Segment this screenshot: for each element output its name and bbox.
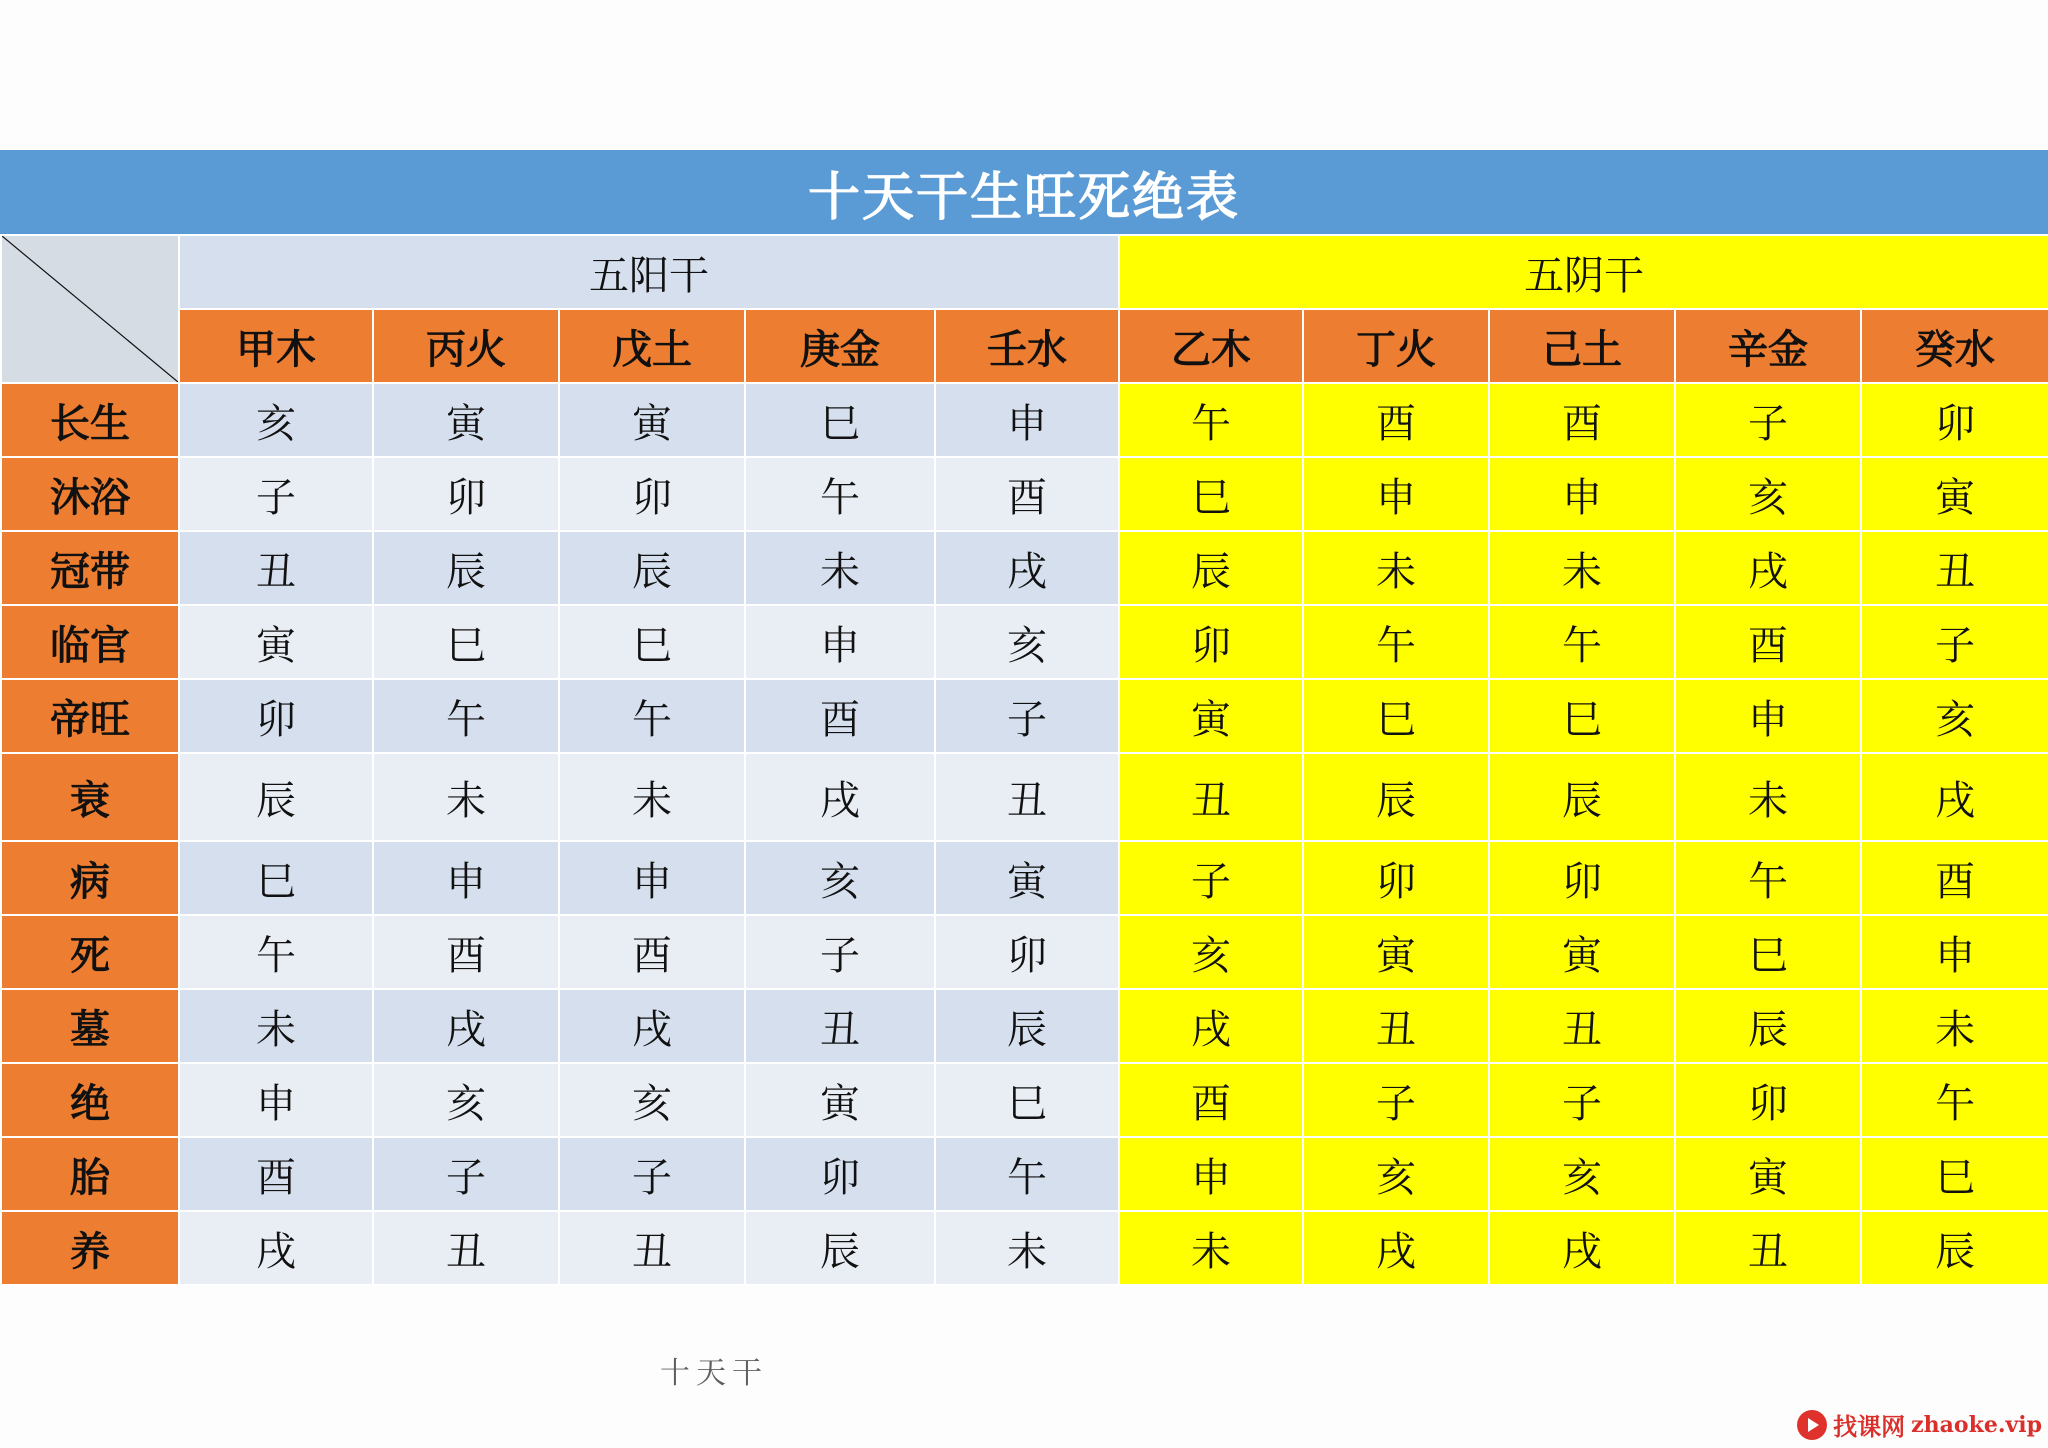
- branch-cell: 寅: [559, 383, 745, 457]
- table-row: [1, 457, 2048, 531]
- branch-cell: 卯: [1119, 605, 1303, 679]
- branch-cell: 卯: [559, 457, 745, 531]
- branch-cell: 未: [179, 989, 373, 1063]
- phase-label-cell: 病: [1, 841, 179, 915]
- branch-cell: 申: [1119, 1137, 1303, 1211]
- group-header-row: [1, 235, 2048, 309]
- yin-stems-header: 五阴干: [1119, 235, 2048, 309]
- branch-cell: 丑: [1303, 989, 1489, 1063]
- branch-cell: 未: [1675, 753, 1861, 841]
- branch-cell: 子: [559, 1137, 745, 1211]
- branch-cell: 巳: [935, 1063, 1119, 1137]
- branch-cell: 丑: [1119, 753, 1303, 841]
- branch-cell: 戌: [1861, 753, 2048, 841]
- branch-cell: 戌: [1119, 989, 1303, 1063]
- stem-header-cell: 辛金: [1675, 309, 1861, 383]
- yang-stems-header: 五阳干: [179, 235, 1119, 309]
- branch-cell: 未: [935, 1211, 1119, 1285]
- branch-cell: 卯: [373, 457, 559, 531]
- branch-cell: 酉: [745, 679, 935, 753]
- phase-label-cell: 墓: [1, 989, 179, 1063]
- table-row: [1, 605, 2048, 679]
- branch-cell: 丑: [935, 753, 1119, 841]
- table-row: [1, 383, 2048, 457]
- table-row: [1, 679, 2048, 753]
- branch-cell: 酉: [179, 1137, 373, 1211]
- table-row: [1, 1063, 2048, 1137]
- branch-cell: 巳: [1861, 1137, 2048, 1211]
- branch-cell: 酉: [373, 915, 559, 989]
- branch-cell: 辰: [1489, 753, 1675, 841]
- branch-cell: 子: [373, 1137, 559, 1211]
- play-logo-icon: [1797, 1410, 1827, 1440]
- branch-cell: 巳: [559, 605, 745, 679]
- stem-header-row: [1, 309, 2048, 383]
- branch-cell: 卯: [179, 679, 373, 753]
- branch-cell: 申: [1861, 915, 2048, 989]
- branch-cell: 酉: [1675, 605, 1861, 679]
- branch-cell: 巳: [373, 605, 559, 679]
- branch-cell: 子: [745, 915, 935, 989]
- branch-cell: 子: [179, 457, 373, 531]
- stem-header-cell: 戊土: [559, 309, 745, 383]
- branch-cell: 卯: [1675, 1063, 1861, 1137]
- branch-cell: 申: [745, 605, 935, 679]
- branch-cell: 午: [1119, 383, 1303, 457]
- branch-cell: 酉: [935, 457, 1119, 531]
- branch-cell: 丑: [1675, 1211, 1861, 1285]
- branch-cell: 寅: [1675, 1137, 1861, 1211]
- branch-cell: 亥: [373, 1063, 559, 1137]
- branch-cell: 丑: [179, 531, 373, 605]
- stem-header-cell: 丙火: [373, 309, 559, 383]
- branch-cell: 子: [1861, 605, 2048, 679]
- phase-label-cell: 胎: [1, 1137, 179, 1211]
- phase-label-cell: 绝: [1, 1063, 179, 1137]
- branch-cell: 申: [373, 841, 559, 915]
- branch-cell: 巳: [1303, 679, 1489, 753]
- table-row: [1, 841, 2048, 915]
- table-row: [1, 915, 2048, 989]
- branch-cell: 未: [373, 753, 559, 841]
- diagonal-line: [2, 236, 178, 382]
- stem-header-cell: 乙木: [1119, 309, 1303, 383]
- branch-cell: 戌: [1489, 1211, 1675, 1285]
- fortune-table: [0, 234, 2048, 1286]
- branch-cell: 未: [559, 753, 745, 841]
- corner-cell: [1, 235, 179, 383]
- branch-cell: 未: [745, 531, 935, 605]
- branch-cell: 子: [1675, 383, 1861, 457]
- stem-header-cell: 己土: [1489, 309, 1675, 383]
- branch-cell: 寅: [1119, 679, 1303, 753]
- table-row: [1, 989, 2048, 1063]
- branch-cell: 卯: [1489, 841, 1675, 915]
- branch-cell: 申: [1675, 679, 1861, 753]
- branch-cell: 午: [179, 915, 373, 989]
- branch-cell: 子: [1119, 841, 1303, 915]
- branch-cell: 亥: [745, 841, 935, 915]
- branch-cell: 辰: [559, 531, 745, 605]
- branch-cell: 酉: [559, 915, 745, 989]
- phase-label-cell: 沐浴: [1, 457, 179, 531]
- branch-cell: 亥: [1861, 679, 2048, 753]
- branch-cell: 寅: [1303, 915, 1489, 989]
- branch-cell: 卯: [935, 915, 1119, 989]
- branch-cell: 丑: [373, 1211, 559, 1285]
- branch-cell: 丑: [559, 1211, 745, 1285]
- branch-cell: 午: [559, 679, 745, 753]
- phase-label-cell: 帝旺: [1, 679, 179, 753]
- branch-cell: 子: [1489, 1063, 1675, 1137]
- branch-cell: 酉: [1861, 841, 2048, 915]
- branch-cell: 巳: [1675, 915, 1861, 989]
- branch-cell: 寅: [373, 383, 559, 457]
- branch-cell: 辰: [179, 753, 373, 841]
- phase-label-cell: 衰: [1, 753, 179, 841]
- table-row: [1, 1211, 2048, 1285]
- branch-cell: 申: [1489, 457, 1675, 531]
- phase-label-cell: 冠带: [1, 531, 179, 605]
- branch-cell: 亥: [179, 383, 373, 457]
- stem-header-cell: 丁火: [1303, 309, 1489, 383]
- branch-cell: 寅: [745, 1063, 935, 1137]
- branch-cell: 午: [373, 679, 559, 753]
- branch-cell: 寅: [1861, 457, 2048, 531]
- table-row: [1, 531, 2048, 605]
- branch-cell: 申: [179, 1063, 373, 1137]
- branch-cell: 午: [1675, 841, 1861, 915]
- phase-label-cell: 养: [1, 1211, 179, 1285]
- branch-cell: 卯: [745, 1137, 935, 1211]
- branch-cell: 子: [935, 679, 1119, 753]
- branch-cell: 未: [1489, 531, 1675, 605]
- branch-cell: 丑: [1861, 531, 2048, 605]
- branch-cell: 亥: [935, 605, 1119, 679]
- branch-cell: 戌: [1675, 531, 1861, 605]
- watermark-cn: 找课网: [1833, 1412, 1906, 1441]
- branch-cell: 戌: [745, 753, 935, 841]
- branch-cell: 亥: [1119, 915, 1303, 989]
- branch-cell: 亥: [559, 1063, 745, 1137]
- branch-cell: 午: [1303, 605, 1489, 679]
- footer-caption: 十天干: [660, 1356, 768, 1391]
- branch-cell: 亥: [1303, 1137, 1489, 1211]
- branch-cell: 戌: [1303, 1211, 1489, 1285]
- stem-header-cell: 庚金: [745, 309, 935, 383]
- branch-cell: 巳: [179, 841, 373, 915]
- branch-cell: 巳: [745, 383, 935, 457]
- branch-cell: 丑: [745, 989, 935, 1063]
- branch-cell: 午: [1489, 605, 1675, 679]
- table-body: [1, 383, 2048, 1285]
- branch-cell: 戌: [179, 1211, 373, 1285]
- watermark-en: zhaoke.vip: [1911, 1411, 2042, 1438]
- branch-cell: 寅: [935, 841, 1119, 915]
- branch-cell: 申: [559, 841, 745, 915]
- branch-cell: 亥: [1489, 1137, 1675, 1211]
- branch-cell: 午: [1861, 1063, 2048, 1137]
- table-title: 十天干生旺死绝表: [0, 150, 2048, 234]
- phase-label-cell: 临官: [1, 605, 179, 679]
- branch-cell: 辰: [745, 1211, 935, 1285]
- branch-cell: 申: [1303, 457, 1489, 531]
- branch-cell: 戌: [559, 989, 745, 1063]
- branch-cell: 巳: [1119, 457, 1303, 531]
- branch-cell: 寅: [1489, 915, 1675, 989]
- watermark: [1797, 1407, 2042, 1442]
- branch-cell: 午: [745, 457, 935, 531]
- branch-cell: 子: [1303, 1063, 1489, 1137]
- table-row: [1, 1137, 2048, 1211]
- phase-label-cell: 死: [1, 915, 179, 989]
- branch-cell: 丑: [1489, 989, 1675, 1063]
- table-row: [1, 753, 2048, 841]
- branch-cell: 未: [1119, 1211, 1303, 1285]
- branch-cell: 亥: [1675, 457, 1861, 531]
- branch-cell: 申: [935, 383, 1119, 457]
- branch-cell: 辰: [1675, 989, 1861, 1063]
- branch-cell: 辰: [1861, 1211, 2048, 1285]
- branch-cell: 卯: [1303, 841, 1489, 915]
- branch-cell: 午: [935, 1137, 1119, 1211]
- branch-cell: 辰: [1119, 531, 1303, 605]
- branch-cell: 辰: [373, 531, 559, 605]
- branch-cell: 辰: [1303, 753, 1489, 841]
- branch-cell: 酉: [1303, 383, 1489, 457]
- branch-cell: 巳: [1489, 679, 1675, 753]
- branch-cell: 戌: [935, 531, 1119, 605]
- branch-cell: 未: [1303, 531, 1489, 605]
- branch-cell: 未: [1861, 989, 2048, 1063]
- fortune-table-container: [0, 234, 2048, 1286]
- stem-header-cell: 癸水: [1861, 309, 2048, 383]
- phase-label-cell: 长生: [1, 383, 179, 457]
- branch-cell: 寅: [179, 605, 373, 679]
- stem-header-cell: 甲木: [179, 309, 373, 383]
- branch-cell: 卯: [1861, 383, 2048, 457]
- stem-header-cell: 壬水: [935, 309, 1119, 383]
- branch-cell: 戌: [373, 989, 559, 1063]
- branch-cell: 酉: [1119, 1063, 1303, 1137]
- branch-cell: 酉: [1489, 383, 1675, 457]
- branch-cell: 辰: [935, 989, 1119, 1063]
